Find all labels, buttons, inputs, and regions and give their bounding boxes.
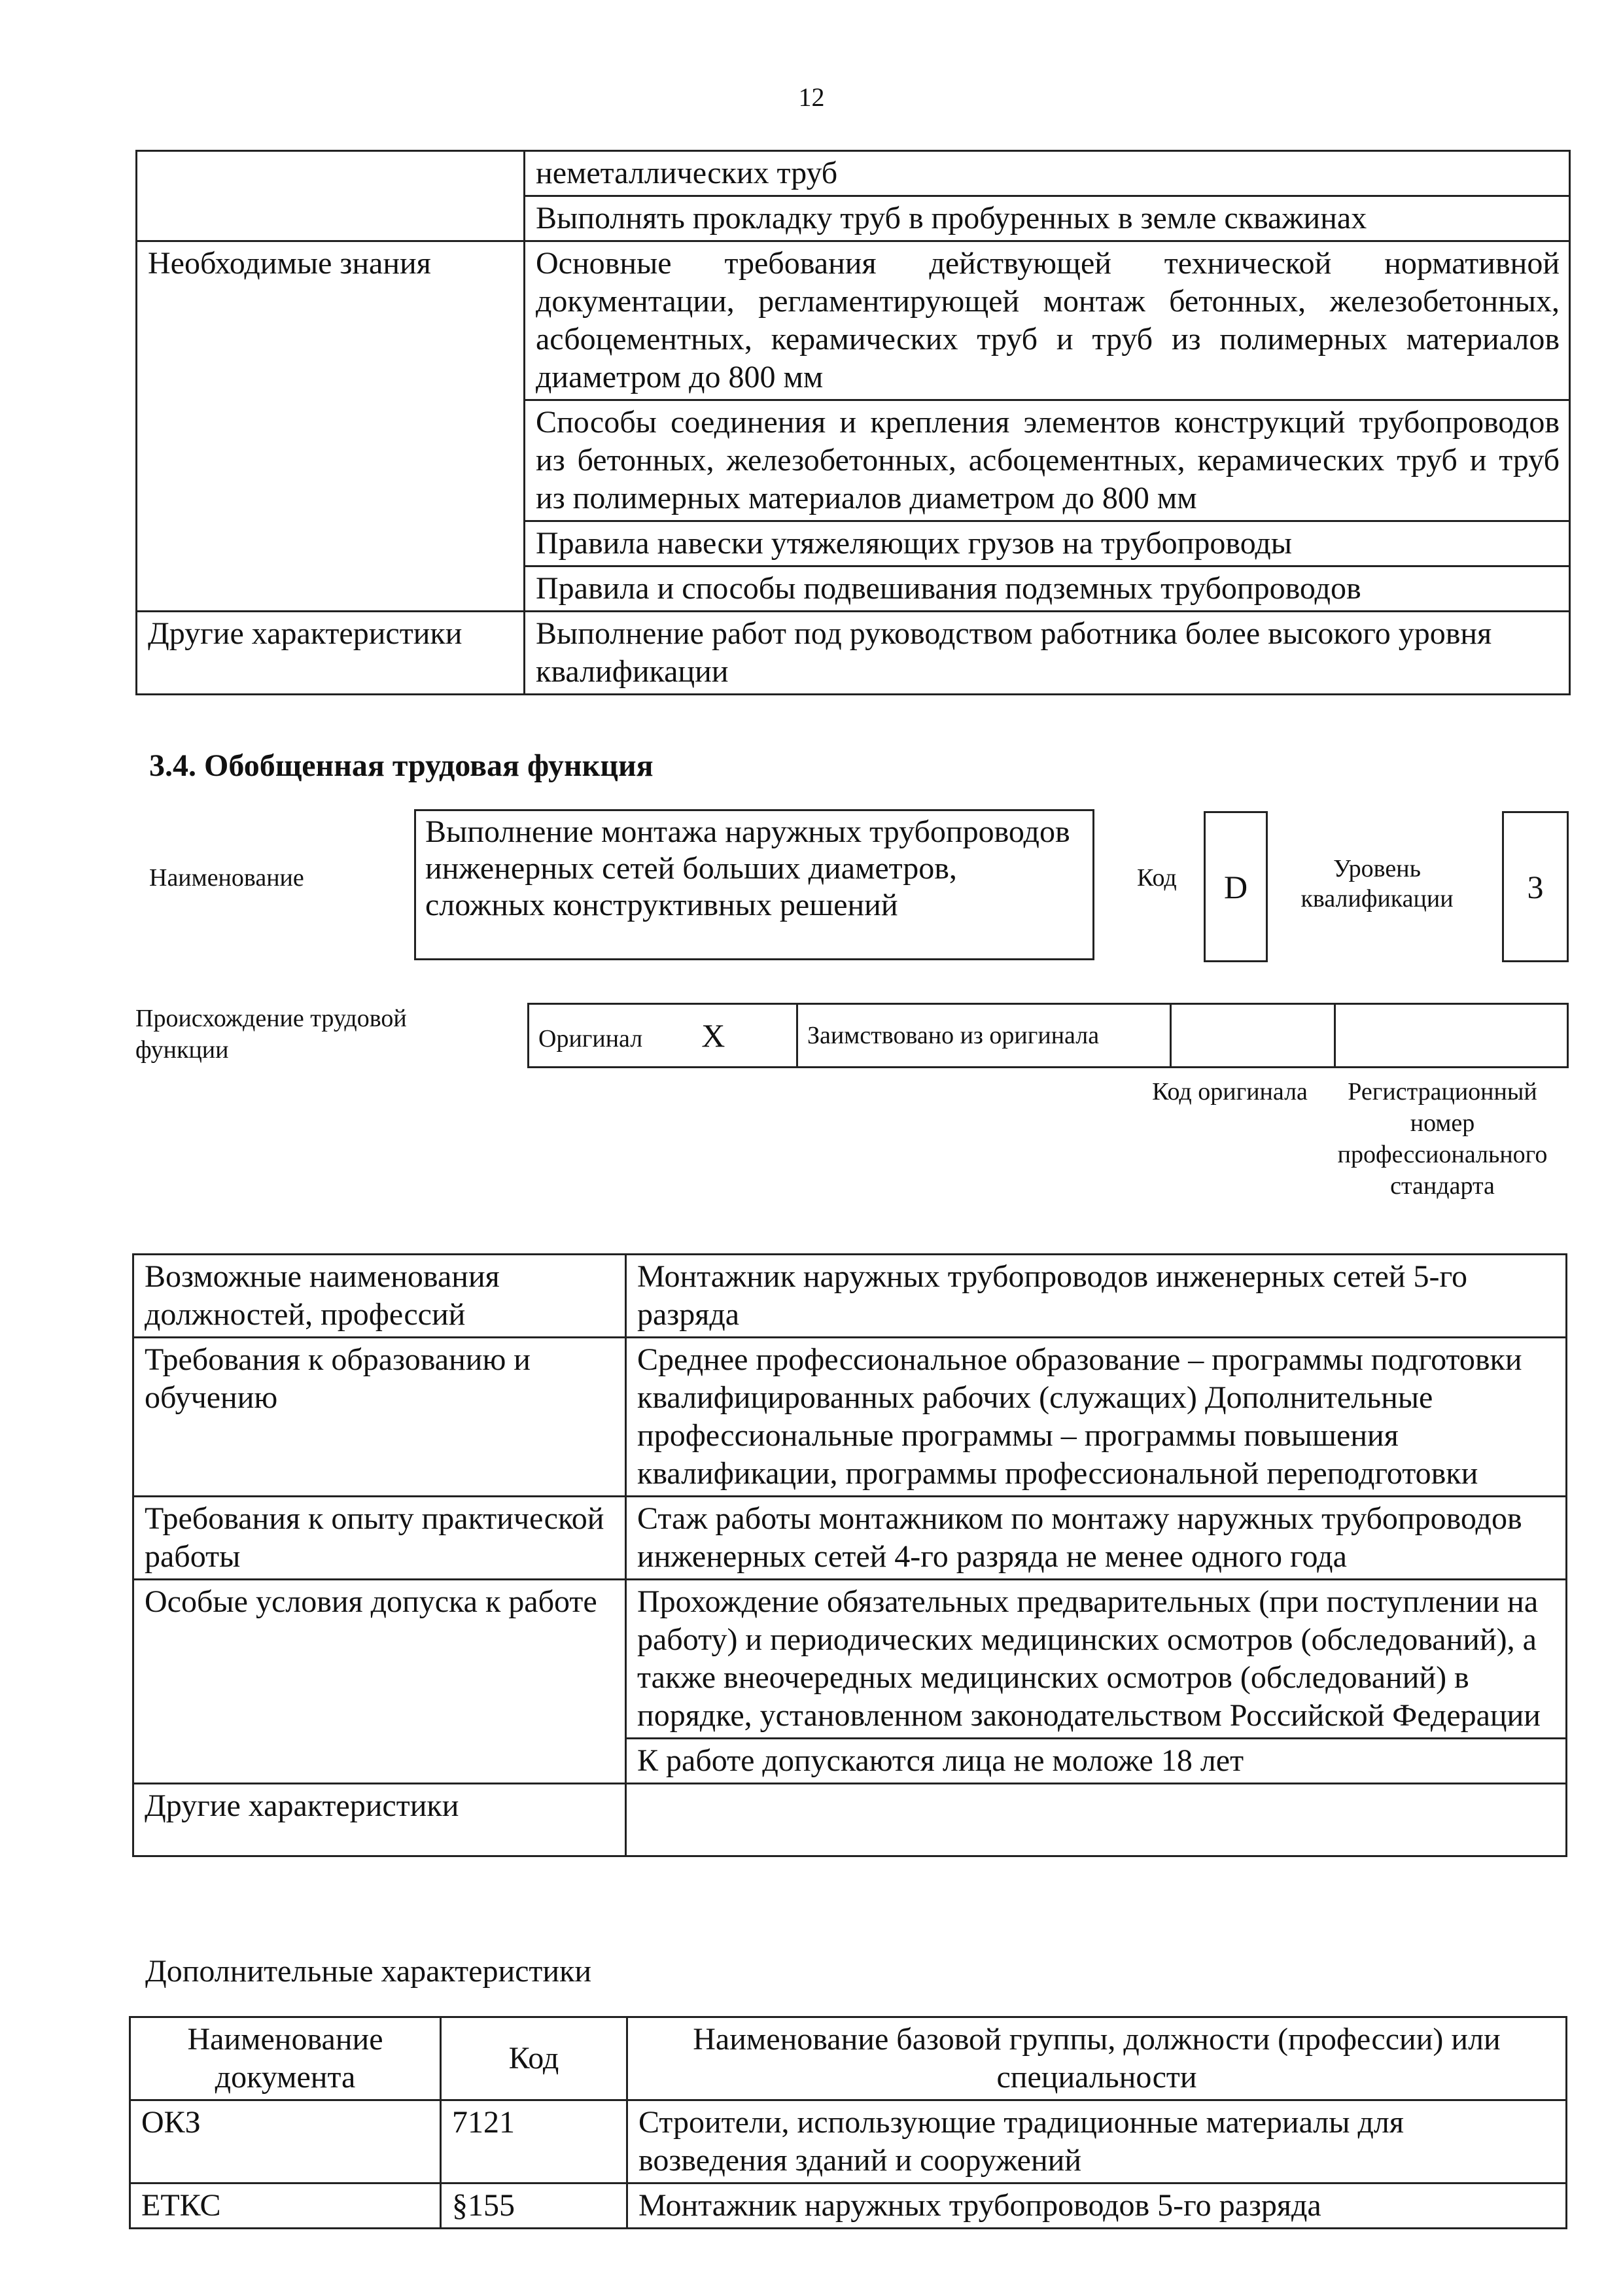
origin-table [527, 1003, 1569, 1068]
skills-knowledge-table [135, 150, 1571, 695]
t3-cell: Стаж работы монтажником по монтажу наружных трубопроводов инженерных сетей 4-го разряда не менее одного года [626, 1497, 1567, 1580]
extra-cell: Монтажник наружных трубопроводов 5-го разряда [627, 2183, 1567, 2229]
function-name-box [414, 809, 1094, 960]
extra-table [129, 2016, 1567, 2229]
t3-label: Другие характеристики [133, 1784, 626, 1856]
t1-label-knowledge: Необходимые знания [137, 241, 525, 612]
t3-cell: Среднее профессиональное образование – программы подготовки квалифицированных рабочих (служащих) Дополнительные профессиональные программы – программы повышения квалификации, программы профессиональной переподготовки [626, 1338, 1567, 1497]
t1-cell: Способы соединения и крепления элементов конструкций трубопроводов из бетонных, железобетонных, асбоцементных, керамических труб и труб из полимерных материалов диаметром до 800 мм [525, 400, 1570, 521]
t1-cell: неметаллических труб [525, 151, 1570, 196]
t3-label: Особые условия допуска к работе [133, 1580, 626, 1784]
extra-cell: Строители, использующие традиционные материалы для возведения зданий и сооружений [627, 2100, 1567, 2183]
name-label: Наименование [149, 864, 304, 892]
t3-label: Требования к образованию и обучению [133, 1338, 626, 1497]
t1-cell: Выполнение работ под руководством работника более высокого уровня квалификации [525, 612, 1570, 695]
code-value: D [1223, 868, 1248, 905]
extra-cell: 7121 [441, 2100, 627, 2183]
t1-label-other: Другие характеристики [137, 612, 525, 695]
origin-reg-cell [1335, 1004, 1568, 1068]
t1-cell: Правила и способы подвешивания подземных трубопроводов [525, 566, 1570, 612]
t1-label [137, 151, 525, 241]
level-value: 3 [1527, 868, 1544, 905]
t3-cell [626, 1784, 1567, 1856]
original-mark: X [701, 1017, 725, 1054]
t3-cell: Прохождение обязательных предварительных (при поступлении на работу) и периодических медицинских осмотров (обследований), а также внеочередных медицинских осмотров (обследований) в порядке, установленном законодательством Российской Федерации [626, 1580, 1567, 1739]
code-label: Код [1137, 864, 1177, 892]
t3-cell: Монтажник наружных трубопроводов инженерных сетей 5-го разряда [626, 1255, 1567, 1338]
extra-title: Дополнительные характеристики [145, 1954, 592, 1989]
extra-cell: §155 [441, 2183, 627, 2229]
code-caption: Код оригинала [1152, 1078, 1308, 1105]
reg-caption: Регистрационный номер профессионального стандарта [1337, 1078, 1548, 1200]
extra-header: Код [441, 2017, 627, 2100]
page-number: 12 [798, 82, 825, 112]
origin-label: Происхождение трудовой функции [135, 1005, 407, 1064]
original-label: Оригинал [538, 1025, 643, 1052]
level-box [1502, 811, 1569, 962]
section-title: 3.4. Обобщенная трудовая функция [149, 748, 654, 783]
t1-cell: Правила навески утяжеляющих грузов на трубопроводы [525, 521, 1570, 566]
origin-code-cell [1171, 1004, 1335, 1068]
extra-cell: ОКЗ [130, 2100, 441, 2183]
extra-header: Наименование базовой группы, должности (профессии) или специальности [627, 2017, 1567, 2100]
t1-cell: Основные требования действующей технической нормативной документации, регламентирующей монтаж бетонных, железобетонных, асбоцементных, керамических труб и труб из полимерных материалов диаметром до 800 мм [525, 241, 1570, 400]
extra-cell: ЕТКС [130, 2183, 441, 2229]
code-box [1204, 811, 1268, 962]
extra-header: Наименование документа [130, 2017, 441, 2100]
requirements-table [132, 1253, 1567, 1857]
t1-cell: Выполнять прокладку труб в пробуренных в земле скважинах [525, 196, 1570, 241]
borrowed-label: Заимствовано из оригинала [797, 1004, 1171, 1068]
origin-original-cell [529, 1004, 797, 1068]
function-name-value: Выполнение монтажа наружных трубопроводов инженерных сетей больших диаметров, сложных конструктивных решений [425, 814, 1070, 922]
t3-label: Требования к опыту практической работы [133, 1497, 626, 1580]
t3-cell: К работе допускаются лица не моложе 18 лет [626, 1739, 1567, 1784]
level-label: Уровень квалификации [1300, 855, 1454, 913]
t3-label: Возможные наименования должностей, профессий [133, 1255, 626, 1338]
